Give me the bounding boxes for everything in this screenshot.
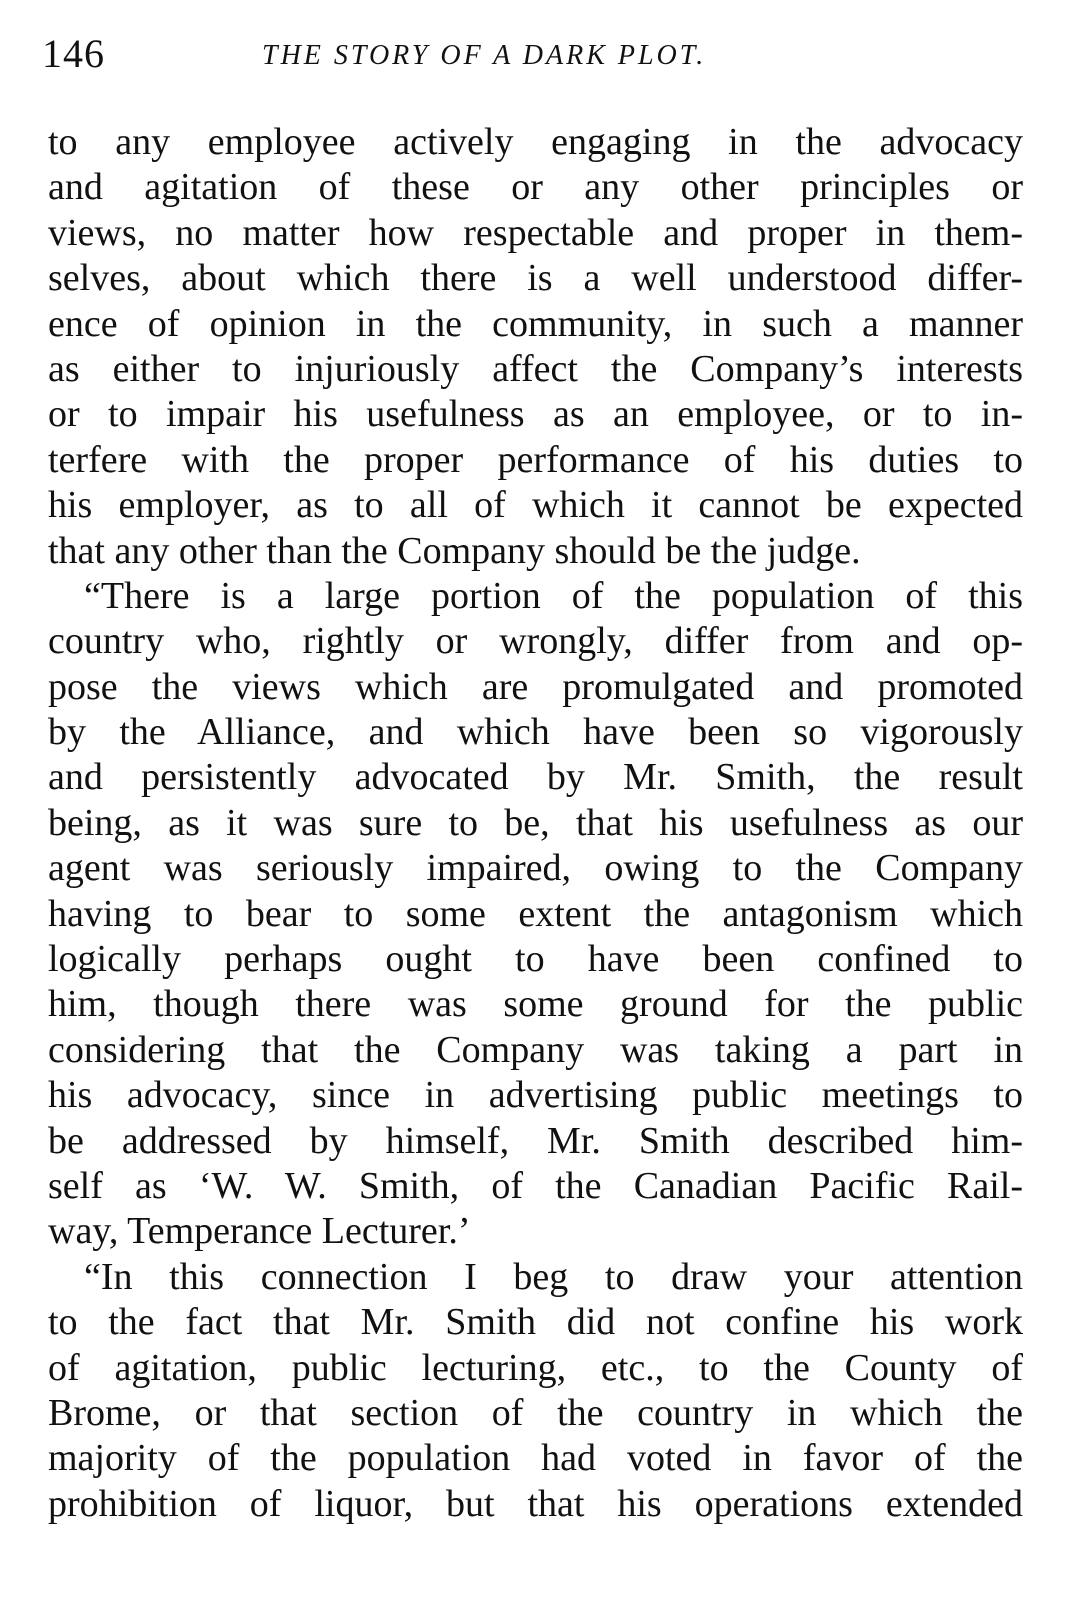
text-line: ence of opinion in the community, in such a manner (48, 302, 1023, 345)
text-line: of agitation, public lecturing, etc., to the County of (48, 1346, 1023, 1389)
text-line: and persistently advocated by Mr. Smith, the result (48, 756, 1023, 799)
text-line: and agitation of these or any other principles or (48, 166, 1023, 209)
text-line: self as ‘W. W. Smith, of the Canadian Pacific Rail- (48, 1164, 1023, 1207)
text-line: agent was seriously impaired, owing to the Company (48, 847, 1023, 890)
text-line: views, no matter how respectable and proper in them- (48, 211, 1023, 254)
page-header (42, 30, 1030, 80)
text-line: country who, rightly or wrongly, differ from and op- (48, 620, 1023, 663)
text-line: having to bear to some extent the antagonism which (48, 892, 1023, 935)
text-line: to the fact that Mr. Smith did not confine his work (48, 1301, 1023, 1344)
paragraph-start-line: “In this connection I beg to draw your attention (84, 1255, 1023, 1298)
text-line: being, as it was sure to be, that his usefulness as our (48, 801, 1023, 844)
text-line: prohibition of liquor, but that his operations extended (48, 1482, 1023, 1525)
text-line: considering that the Company was taking a part in (48, 1028, 1023, 1071)
text-line: be addressed by himself, Mr. Smith described him- (48, 1119, 1023, 1162)
text-line: pose the views which are promulgated and promoted (48, 665, 1023, 708)
text-line: that any other than the Company should be the judge. (48, 529, 861, 572)
text-line: logically perhaps ought to have been confined to (48, 938, 1023, 981)
text-line: Brome, or that section of the country in which the (48, 1391, 1023, 1434)
text-line: terfere with the proper performance of his duties to (48, 438, 1023, 481)
text-line: or to impair his usefulness as an employee, or to in- (48, 393, 1023, 436)
text-line: his advocacy, since in advertising public meetings to (48, 1074, 1023, 1117)
text-line: to any employee actively engaging in the advocacy (48, 121, 1023, 163)
page-number: 146 (42, 31, 105, 76)
paragraph-start-line: “There is a large portion of the population of this (84, 574, 1023, 617)
text-line: his employer, as to all of which it cannot be expected (48, 484, 1023, 527)
text-line: by the Alliance, and which have been so vigorously (48, 711, 1023, 754)
text-line: way, Temperance Lecturer.’ (48, 1210, 471, 1253)
body-text (48, 120, 1023, 1527)
text-line: him, though there was some ground for the public (48, 983, 1023, 1026)
text-line: selves, about which there is a well understood differ- (48, 257, 1023, 300)
running-head: THE STORY OF A DARK PLOT. (262, 40, 707, 71)
text-line: majority of the population had voted in favor of the (48, 1437, 1023, 1480)
text-line: as either to injuriously affect the Company’s interests (48, 347, 1023, 390)
